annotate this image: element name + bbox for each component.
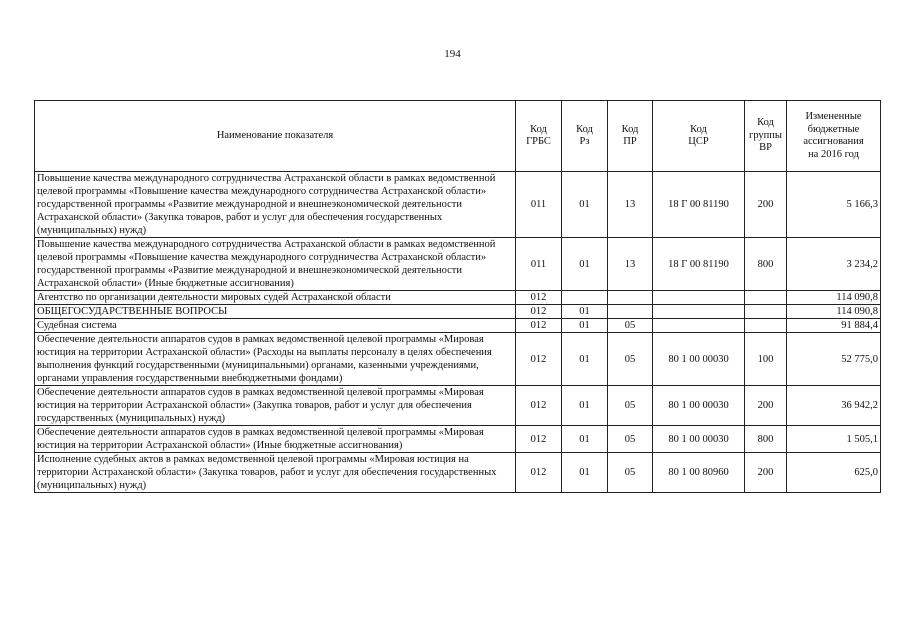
row-amount: 52 775,0 xyxy=(787,333,881,386)
row-csr xyxy=(653,291,745,305)
header-amount xyxy=(787,101,881,172)
row-vr: 200 xyxy=(745,453,787,493)
row-csr xyxy=(653,305,745,319)
row-name: Повышение качества международного сотрудничества Астраханской области в рамках ведомственной целевой программы «Повышение качества международного сотрудничества Астраханской области» государственной программы «Развитие международной и внешнеэкономической деятельности Астраханской области» (Закупка товаров, работ и услуг для обеспечения государственных (муниципальных) нужд) xyxy=(35,172,516,238)
row-amount: 3 234,2 xyxy=(787,238,881,291)
row-vr xyxy=(745,291,787,305)
row-name: Исполнение судебных актов в рамках ведомственной целевой программы «Мировая юстиция на территории Астраханской области» (Закупка товаров, работ и услуг для обеспечения государственных (муниципальных) нужд) xyxy=(35,453,516,493)
budget-table xyxy=(34,100,881,493)
row-vr: 200 xyxy=(745,172,787,238)
row-pr: 13 xyxy=(608,238,653,291)
row-rz: 01 xyxy=(562,453,608,493)
row-vr: 200 xyxy=(745,386,787,426)
row-rz: 01 xyxy=(562,333,608,386)
row-amount: 36 942,2 xyxy=(787,386,881,426)
row-grbs: 012 xyxy=(516,426,562,453)
row-rz: 01 xyxy=(562,426,608,453)
row-pr: 05 xyxy=(608,319,653,333)
row-grbs: 012 xyxy=(516,386,562,426)
row-pr: 05 xyxy=(608,333,653,386)
page-number: 194 xyxy=(444,48,461,60)
row-grbs: 011 xyxy=(516,238,562,291)
row-pr: 05 xyxy=(608,453,653,493)
row-csr: 80 1 00 00030 xyxy=(653,426,745,453)
row-grbs: 012 xyxy=(516,333,562,386)
row-amount: 114 090,8 xyxy=(787,305,881,319)
table-row xyxy=(35,238,881,291)
header-grbs-line1: Код xyxy=(530,123,547,135)
row-pr: 05 xyxy=(608,386,653,426)
row-vr xyxy=(745,319,787,333)
row-grbs: 012 xyxy=(516,453,562,493)
row-vr xyxy=(745,305,787,319)
header-name: Наименование показателя xyxy=(35,101,516,172)
row-amount: 91 884,4 xyxy=(787,319,881,333)
table-header-row xyxy=(35,101,881,172)
row-csr: 80 1 00 00030 xyxy=(653,386,745,426)
row-grbs: 012 xyxy=(516,319,562,333)
row-csr xyxy=(653,319,745,333)
table-row xyxy=(35,333,881,386)
header-vr-line1: Код xyxy=(757,117,774,129)
row-name: Обеспечение деятельности аппаратов судов в рамках ведомственной целевой программы «Мировая юстиция на территории Астраханской области» (Иные бюджетные ассигнования) xyxy=(35,426,516,453)
header-amount-line3: ассигнования xyxy=(803,136,864,147)
row-grbs: 012 xyxy=(516,291,562,305)
row-name: Обеспечение деятельности аппаратов судов в рамках ведомственной целевой программы «Мировая юстиция на территории Астраханской области» (Расходы на выплаты персоналу в целях обеспечения выполнения функций государственными (муниципальными) органами, казенными учреждениями, органами управления государственными внебюджетными фондами) xyxy=(35,333,516,386)
table-row xyxy=(35,291,881,305)
row-grbs: 011 xyxy=(516,172,562,238)
header-csr-line1: Код xyxy=(690,123,707,135)
row-rz: 01 xyxy=(562,172,608,238)
row-csr: 80 1 00 00030 xyxy=(653,333,745,386)
header-rz-line1: Код xyxy=(576,123,593,135)
row-rz: 01 xyxy=(562,238,608,291)
row-csr: 18 Г 00 81190 xyxy=(653,238,745,291)
row-amount: 5 166,3 xyxy=(787,172,881,238)
header-csr xyxy=(653,101,745,172)
row-grbs: 012 xyxy=(516,305,562,319)
row-rz: 01 xyxy=(562,305,608,319)
row-amount: 114 090,8 xyxy=(787,291,881,305)
header-amount-line1: Измененные xyxy=(805,111,862,122)
header-vr-line3: ВР xyxy=(759,142,772,154)
header-vr xyxy=(745,101,787,172)
row-rz: 01 xyxy=(562,386,608,426)
row-amount: 1 505,1 xyxy=(787,426,881,453)
header-pr-line1: Код xyxy=(621,123,639,135)
header-amount-line4: на 2016 год xyxy=(808,148,859,160)
table-row xyxy=(35,319,881,333)
header-grbs xyxy=(516,101,562,172)
row-vr: 800 xyxy=(745,238,787,291)
table-row xyxy=(35,426,881,453)
table-row xyxy=(35,305,881,319)
row-vr: 800 xyxy=(745,426,787,453)
row-pr: 05 xyxy=(608,426,653,453)
header-amount-line2: бюджетные xyxy=(807,123,860,135)
row-rz xyxy=(562,291,608,305)
header-pr xyxy=(608,101,653,172)
header-rz-line2: Рз xyxy=(579,136,590,147)
row-name: Судебная система xyxy=(35,319,516,333)
row-vr: 100 xyxy=(745,333,787,386)
header-pr-line2: ПР xyxy=(623,136,637,147)
header-grbs-line2: ГРБС xyxy=(526,136,551,147)
row-csr: 80 1 00 80960 xyxy=(653,453,745,493)
header-csr-line2: ЦСР xyxy=(688,136,709,147)
row-amount: 625,0 xyxy=(787,453,881,493)
row-pr xyxy=(608,305,653,319)
table-row xyxy=(35,172,881,238)
row-csr: 18 Г 00 81190 xyxy=(653,172,745,238)
header-vr-line2: группы xyxy=(749,129,782,141)
row-name: Повышение качества международного сотрудничества Астраханской области в рамках ведомственной целевой программы «Повышение качества международного сотрудничества Астраханской области» государственной программы «Развитие международной и внешнеэкономической деятельности Астраханской области» (Иные бюджетные ассигнования) xyxy=(35,238,516,291)
table-row xyxy=(35,386,881,426)
row-name: ОБЩЕГОСУДАРСТВЕННЫЕ ВОПРОСЫ xyxy=(35,305,516,319)
row-name: Обеспечение деятельности аппаратов судов в рамках ведомственной целевой программы «Мировая юстиция на территории Астраханской области» (Закупка товаров, работ и услуг для обеспечения государственных (муниципальных) нужд) xyxy=(35,386,516,426)
header-rz xyxy=(562,101,608,172)
row-name: Агентство по организации деятельности мировых судей Астраханской области xyxy=(35,291,516,305)
row-pr xyxy=(608,291,653,305)
table-row xyxy=(35,453,881,493)
row-pr: 13 xyxy=(608,172,653,238)
row-rz: 01 xyxy=(562,319,608,333)
